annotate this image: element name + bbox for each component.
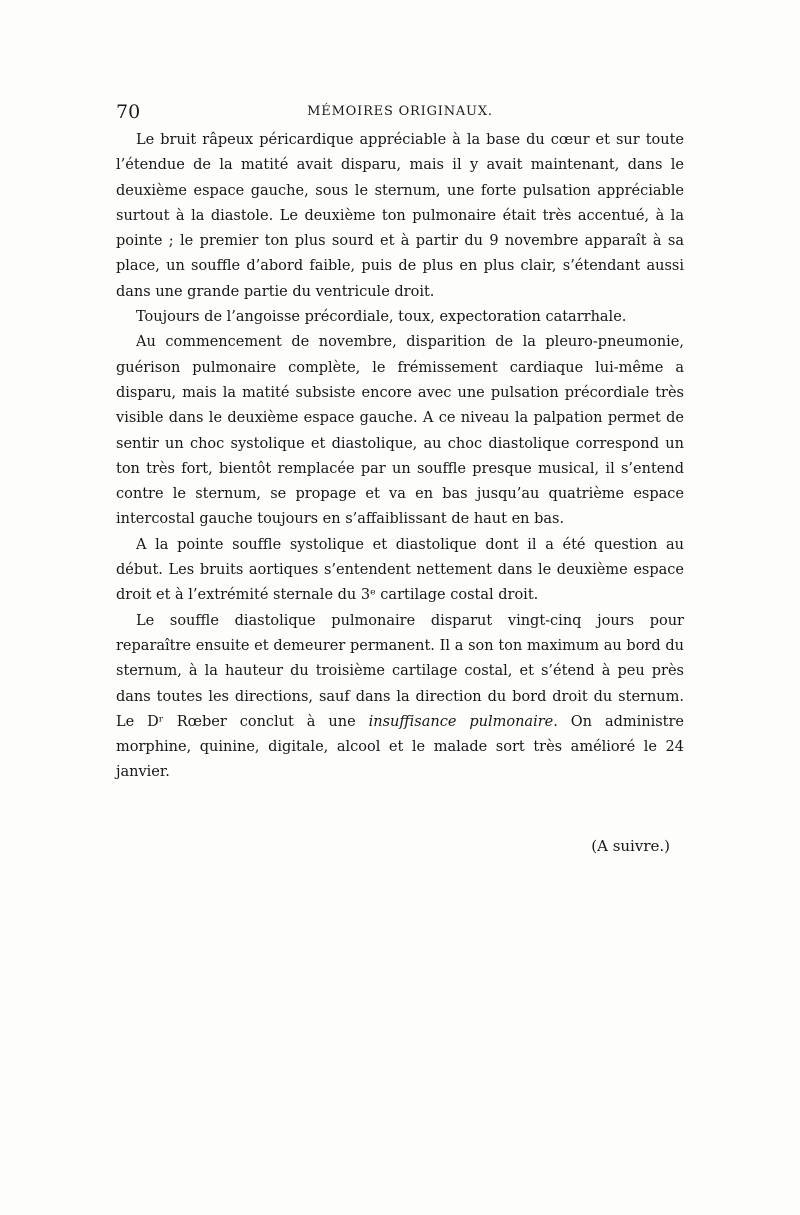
paragraph-3: Au commencement de novembre, disparition de la pleuro-pneumonie, guérison pulmonaire complète, le frémissement cardiaque lui-même a disparu, mais la matité subsiste encore avec une pulsation précordiale très visible dans le deuxième espace gauche. A ce niveau la palpation permet de sentir un choc systolique et diastolique, au choc diastolique correspond un ton très fort, bientôt remplacée par un souffle presque musical, il s’entend contre le sternum, se propage et va en bas jusqu’au quatrième espace intercostal gauche toujours en s’affaiblissant de haut en bas. (116, 334, 684, 528)
page-header (116, 99, 684, 127)
paragraph-5-emphasis: insuffisance pulmonaire. (368, 713, 558, 730)
paragraph-2: Toujours de l’angoisse précordiale, toux, expectoration catarrhale. (136, 309, 627, 326)
paragraph-5-after: On administre morphine, quinine, digitale, alcool et le malade sort très amélioré le 24 janvier. (116, 713, 685, 781)
paragraph-5 (116, 609, 684, 786)
running-title: MÉMOIRES ORIGINAUX. (307, 104, 493, 119)
to-be-continued: (A suivre.) (591, 837, 670, 855)
paragraph-1: Le bruit râpeux péricardique appréciable à la base du cœur et sur toute l’étendue de la matité avait disparu, mais il y avait maintenant, dans le deuxième espace gauche, sous le sternum, une forte pulsation appréciable surtout à la diastole. Le deuxième ton pulmonaire était très accentué, à la pointe ; le premier ton plus sourd et à partir du 9 novembre apparaît à sa place, un souffle d’abord faible, puis de plus en plus clair, s’étendant aussi dans une grande partie du ventricule droit. (116, 132, 684, 300)
paragraph-4: A la pointe souffle systolique et diastolique dont il a été question au début. Les bruits aortiques s’entendent nettement dans le deuxième espace droit et à l’extrémité sternale du 3ᵉ cartilage costal droit. (116, 536, 684, 604)
closing-line (116, 834, 684, 858)
body-text (116, 128, 684, 786)
paragraph-5-text: Le souffle diastolique pulmonaire disparut vingt-cinq jours pour reparaître ensuite et demeurer permanent. Il a son ton maximum au bord du sternum, à la hauteur du troisième cartilage costal, et s’étend à peu près dans toutes les directions, sauf dans la direction du bord droit du sternum. Le Dʳ Rœber conclut à une (116, 612, 684, 730)
page-number: 70 (116, 101, 141, 123)
